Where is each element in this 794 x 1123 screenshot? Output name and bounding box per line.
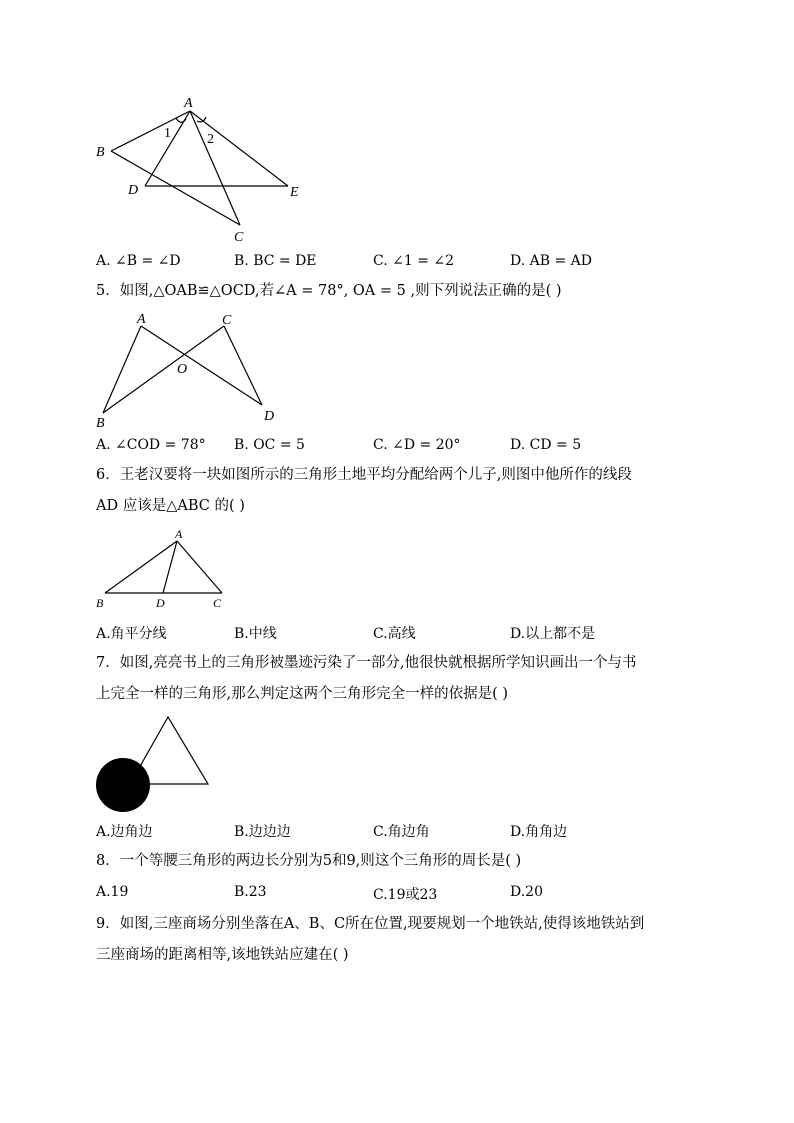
q8-option-c: C.19或23 <box>373 887 438 903</box>
q6-label-A: A <box>175 527 183 541</box>
q7-question-line2: 上完全一样的三角形,那么判定这两个三角形完全一样的依据是( ) <box>96 686 509 702</box>
q4-label-C: C <box>234 230 244 245</box>
q9-question-line1: 9．如图,三座商场分别坐落在A、B、C所在位置,现要规划一个地铁站,使得该地铁站到 <box>96 916 645 932</box>
q6-label-D: D <box>156 596 165 610</box>
q4-option-a: A. ∠B = ∠D <box>96 253 181 269</box>
q4-option-b: B. BC = DE <box>234 253 317 269</box>
q5-option-c: C. ∠D = 20° <box>373 437 461 453</box>
q7-ink-blot <box>96 758 150 812</box>
q8-option-b: B.23 <box>234 884 267 900</box>
q8-option-d: D.20 <box>510 884 543 900</box>
q5-option-d: D. CD = 5 <box>510 437 582 453</box>
q8-option-a: A.19 <box>96 884 129 900</box>
q5-option-b: B. OC = 5 <box>234 437 305 453</box>
q5-question-text: 5．如图,△OAB≌△OCD,若∠A = 78°, OA = 5 ,则下列说法正确的是( ) <box>96 283 562 299</box>
q5-label-D: D <box>264 409 275 424</box>
q5-option-a: A. ∠COD = 78° <box>96 437 206 453</box>
q7-option-a: A.边角边 <box>96 824 153 840</box>
q7-option-d: D.角角边 <box>510 824 568 840</box>
q6-question-line2: AD 应该是△ABC 的( ) <box>96 498 245 514</box>
q4-option-d: D. AB = AD <box>510 253 592 269</box>
q6-option-a: A.角平分线 <box>96 626 167 642</box>
q6-option-c: C.高线 <box>373 626 416 642</box>
q6-label-C: C <box>213 596 222 610</box>
q4-label-A: A <box>184 96 193 111</box>
q6-option-d: D.以上都不是 <box>510 626 596 642</box>
q5-label-B: B <box>96 416 105 431</box>
q7-option-c: C.角边角 <box>373 824 430 840</box>
q6-label-B: B <box>96 596 104 610</box>
q4-label-E: E <box>290 185 299 200</box>
q4-label-2: 2 <box>207 132 214 147</box>
q4-label-B: B <box>96 145 105 160</box>
q5-label-C: C <box>222 313 232 328</box>
q6-question-line1: 6．王老汉要将一块如图所示的三角形土地平均分配给两个儿子,则图中他所作的线段 <box>96 467 632 483</box>
q5-label-A: A <box>137 312 146 327</box>
q4-label-1: 1 <box>164 126 171 141</box>
q7-question-line1: 7．如图,亮亮书上的三角形被墨迹污染了一部分,他很快就根据所学知识画出一个与书 <box>96 655 637 671</box>
q8-question-text: 8．一个等腰三角形的两边长分别为5和9,则这个三角形的周长是( ) <box>96 853 522 869</box>
q6-option-b: B.中线 <box>234 626 277 642</box>
q5-label-O: O <box>177 362 188 377</box>
q7-option-b: B.边边边 <box>234 824 291 840</box>
q4-option-c: C. ∠1 = ∠2 <box>373 253 455 269</box>
q4-label-D: D <box>128 183 139 198</box>
q9-question-line2: 三座商场的距离相等,该地铁站应建在( ) <box>96 947 349 963</box>
